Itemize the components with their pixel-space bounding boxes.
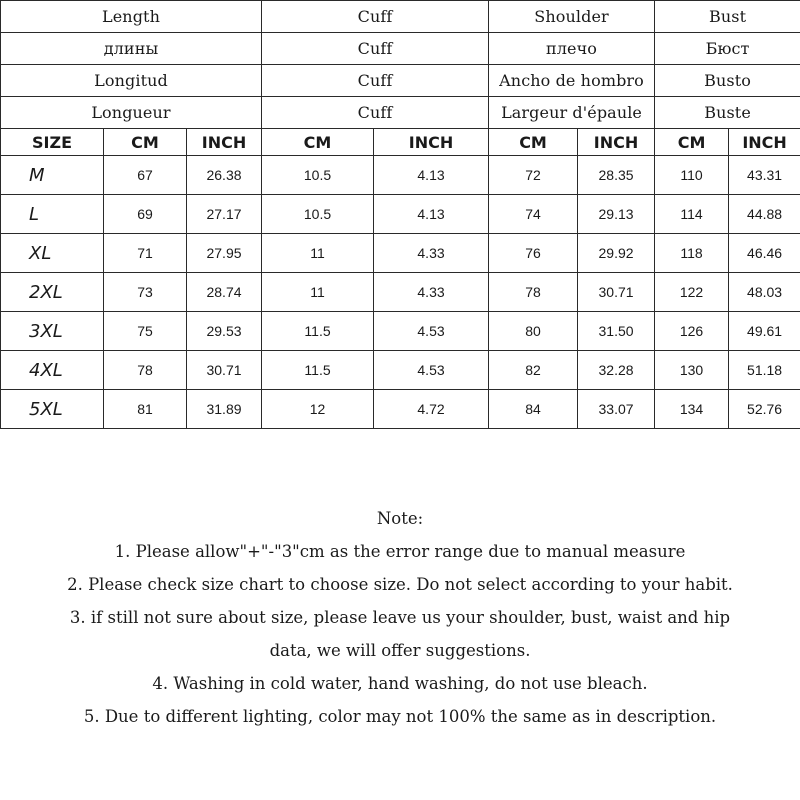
shoulder-inch: 29.13 [578, 195, 655, 234]
shoulder-inch: 33.07 [578, 390, 655, 429]
bust-header: Busto [655, 65, 800, 97]
bust-header: Bust [655, 1, 800, 33]
unit-inch: INCH [374, 129, 489, 156]
unit-cm: CM [655, 129, 729, 156]
cuff-inch: 4.13 [374, 195, 489, 234]
note-line: data, we will offer suggestions. [269, 641, 531, 660]
table-row [1, 195, 800, 234]
notes-section [0, 502, 800, 733]
cuff-cm: 11 [262, 273, 374, 312]
table-row [1, 234, 800, 273]
shoulder-cm: 82 [489, 351, 578, 390]
size-label: L [1, 195, 104, 234]
shoulder-inch: 31.50 [578, 312, 655, 351]
note-title: Note: [376, 509, 424, 528]
size-label: 5XL [1, 390, 104, 429]
cuff-cm: 10.5 [262, 156, 374, 195]
length-cm: 75 [104, 312, 187, 351]
shoulder-header: Ancho de hombro [489, 65, 655, 97]
note-line: 4. Washing in cold water, hand washing, do not use bleach. [152, 674, 648, 693]
shoulder-cm: 74 [489, 195, 578, 234]
unit-inch: INCH [729, 129, 800, 156]
length-inch: 27.17 [187, 195, 262, 234]
shoulder-cm: 84 [489, 390, 578, 429]
shoulder-inch: 32.28 [578, 351, 655, 390]
shoulder-header: плечо [489, 33, 655, 65]
table-row [1, 312, 800, 351]
length-header: длины [1, 33, 262, 65]
bust-cm: 110 [655, 156, 729, 195]
bust-inch: 46.46 [729, 234, 800, 273]
length-inch: 29.53 [187, 312, 262, 351]
cuff-cm: 11.5 [262, 312, 374, 351]
unit-cm: CM [489, 129, 578, 156]
length-inch: 28.74 [187, 273, 262, 312]
size-label: 3XL [1, 312, 104, 351]
bust-cm: 134 [655, 390, 729, 429]
length-inch: 31.89 [187, 390, 262, 429]
table-row [1, 390, 800, 429]
bust-inch: 49.61 [729, 312, 800, 351]
cuff-cm: 11.5 [262, 351, 374, 390]
bust-inch: 44.88 [729, 195, 800, 234]
shoulder-cm: 76 [489, 234, 578, 273]
header-row-russian [1, 33, 800, 65]
size-label: M [1, 156, 104, 195]
length-inch: 27.95 [187, 234, 262, 273]
header-row-english [1, 1, 800, 33]
cuff-header: Cuff [262, 97, 489, 129]
cuff-header: Cuff [262, 33, 489, 65]
length-cm: 67 [104, 156, 187, 195]
length-inch: 26.38 [187, 156, 262, 195]
shoulder-cm: 72 [489, 156, 578, 195]
shoulder-header: Shoulder [489, 1, 655, 33]
cuff-header: Cuff [262, 65, 489, 97]
header-row-spanish [1, 65, 800, 97]
unit-cm: CM [262, 129, 374, 156]
shoulder-cm: 80 [489, 312, 578, 351]
bust-cm: 130 [655, 351, 729, 390]
table-row [1, 156, 800, 195]
bust-cm: 118 [655, 234, 729, 273]
shoulder-cm: 78 [489, 273, 578, 312]
table-row [1, 351, 800, 390]
unit-row [1, 129, 800, 156]
cuff-cm: 11 [262, 234, 374, 273]
cuff-inch: 4.13 [374, 156, 489, 195]
size-label: 4XL [1, 351, 104, 390]
bust-cm: 126 [655, 312, 729, 351]
length-cm: 73 [104, 273, 187, 312]
unit-inch: INCH [578, 129, 655, 156]
shoulder-header: Largeur d'épaule [489, 97, 655, 129]
note-line: 2. Please check size chart to choose size. Do not select according to your habit. [67, 575, 733, 594]
cuff-inch: 4.53 [374, 312, 489, 351]
bust-inch: 51.18 [729, 351, 800, 390]
note-line: 5. Due to different lighting, color may not 100% the same as in description. [83, 707, 717, 726]
unit-cm: CM [104, 129, 187, 156]
shoulder-inch: 28.35 [578, 156, 655, 195]
length-cm: 78 [104, 351, 187, 390]
cuff-inch: 4.53 [374, 351, 489, 390]
bust-inch: 43.31 [729, 156, 800, 195]
shoulder-inch: 30.71 [578, 273, 655, 312]
size-label: XL [1, 234, 104, 273]
size-label: 2XL [1, 273, 104, 312]
length-cm: 69 [104, 195, 187, 234]
length-header: Length [1, 1, 262, 33]
cuff-cm: 12 [262, 390, 374, 429]
size-column-header: SIZE [1, 129, 104, 156]
shoulder-inch: 29.92 [578, 234, 655, 273]
cuff-inch: 4.33 [374, 234, 489, 273]
cuff-inch: 4.33 [374, 273, 489, 312]
length-inch: 30.71 [187, 351, 262, 390]
cuff-header: Cuff [262, 1, 489, 33]
cuff-cm: 10.5 [262, 195, 374, 234]
note-line: 1. Please allow"+"-"3"cm as the error range due to manual measure [114, 542, 686, 561]
unit-inch: INCH [187, 129, 262, 156]
length-cm: 71 [104, 234, 187, 273]
bust-inch: 52.76 [729, 390, 800, 429]
bust-cm: 122 [655, 273, 729, 312]
bust-cm: 114 [655, 195, 729, 234]
length-header: Longueur [1, 97, 262, 129]
cuff-inch: 4.72 [374, 390, 489, 429]
bust-inch: 48.03 [729, 273, 800, 312]
length-header: Longitud [1, 65, 262, 97]
header-row-french [1, 97, 800, 129]
note-line: 3. if still not sure about size, please leave us your shoulder, bust, waist and hip [69, 608, 731, 627]
bust-header: Buste [655, 97, 800, 129]
bust-header: Бюст [655, 33, 800, 65]
length-cm: 81 [104, 390, 187, 429]
table-row [1, 273, 800, 312]
